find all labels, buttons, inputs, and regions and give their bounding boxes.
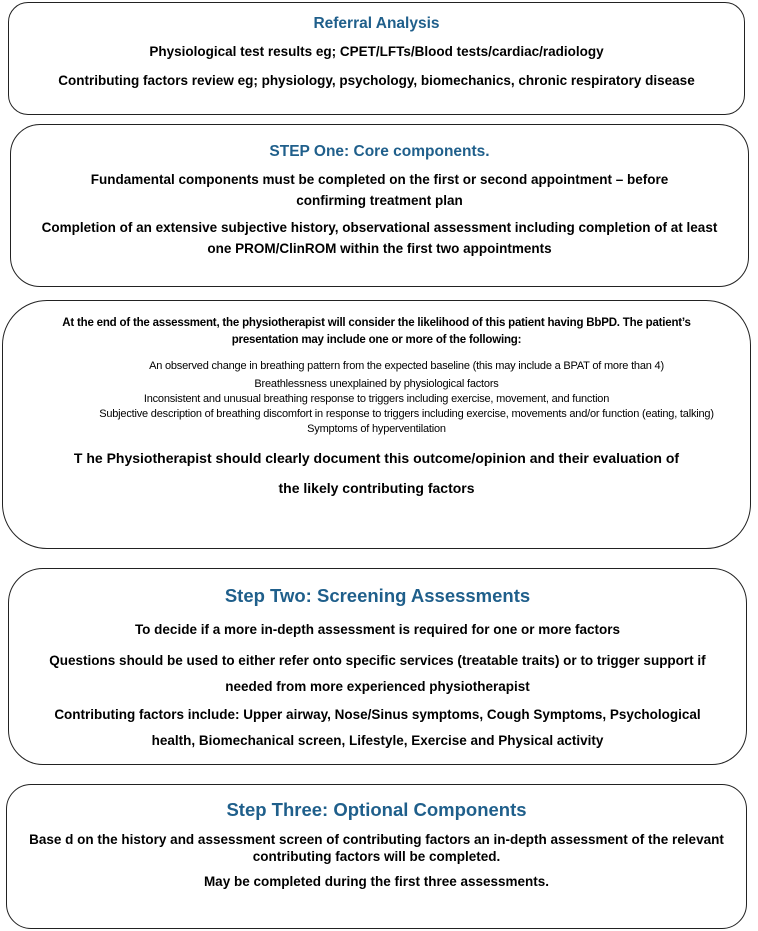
step-three-line: May be completed during the first three assessments. xyxy=(203,874,550,889)
presentation-item: Symptoms of hyperventilation xyxy=(307,423,446,435)
step-one-line: Fundamental components must be completed on the first or second appointment – before confirming treatment plan xyxy=(90,172,669,208)
step-two-title: Step Two: Screening Assessments xyxy=(224,585,531,606)
referral-title: Referral Analysis xyxy=(313,15,440,32)
referral-analysis-box xyxy=(8,2,745,115)
referral-line: Contributing factors review eg; physiology, psychology, biomechanics, chronic respiratory disease xyxy=(58,73,695,88)
step-three-title: Step Three: Optional Components xyxy=(226,799,527,820)
step-two-line: Contributing factors include: Upper airway, Nose/Sinus symptoms, Cough Symptoms, Psychological health, Biomechanical screen, Lifestyle, Exercise and Physical activity xyxy=(54,707,701,748)
referral-line: Physiological test results eg; CPET/LFTs/Blood tests/cardiac/radiology xyxy=(149,44,604,59)
assessment-outcome: T he Physiotherapist should clearly document this outcome/opinion and their evaluation of the likely contributing factors xyxy=(73,450,680,496)
assessment-intro: At the end of the assessment, the physiotherapist will consider the likelihood of this patient having BbPD. The patient’s presentation may include one or more of the following: xyxy=(62,317,691,346)
step-one-line: Completion of an extensive subjective history, observational assessment including completion of at least one PROM/ClinROM within the first two appointments xyxy=(41,220,718,256)
step-two-line: Questions should be used to either refer onto specific services (treatable traits) or to trigger support if needed from more experienced physiotherapist xyxy=(49,653,706,694)
step-one-title: STEP One: Core components. xyxy=(269,143,490,160)
presentation-item: An observed change in breathing pattern from the expected baseline (this may include a BPAT of more than 4) xyxy=(149,360,664,372)
step-two-box xyxy=(8,568,747,765)
presentation-item: Inconsistent and unusual breathing response to triggers including exercise, movement, and function xyxy=(143,393,610,405)
assessment-outcome-box xyxy=(2,300,751,549)
presentation-item: Breathlessness unexplained by physiological factors xyxy=(254,378,499,390)
step-two-line: To decide if a more in-depth assessment is required for one or more factors xyxy=(134,622,621,637)
step-three-line: Base d on the history and assessment screen of contributing factors an in-depth assessment of the relevant contributing factors will be completed. xyxy=(29,832,724,864)
step-one-box xyxy=(10,124,749,287)
presentation-item: Subjective description of breathing discomfort in response to triggers including exercise, movements and/or function (eating, talking) xyxy=(99,408,714,420)
step-three-box xyxy=(6,784,747,929)
